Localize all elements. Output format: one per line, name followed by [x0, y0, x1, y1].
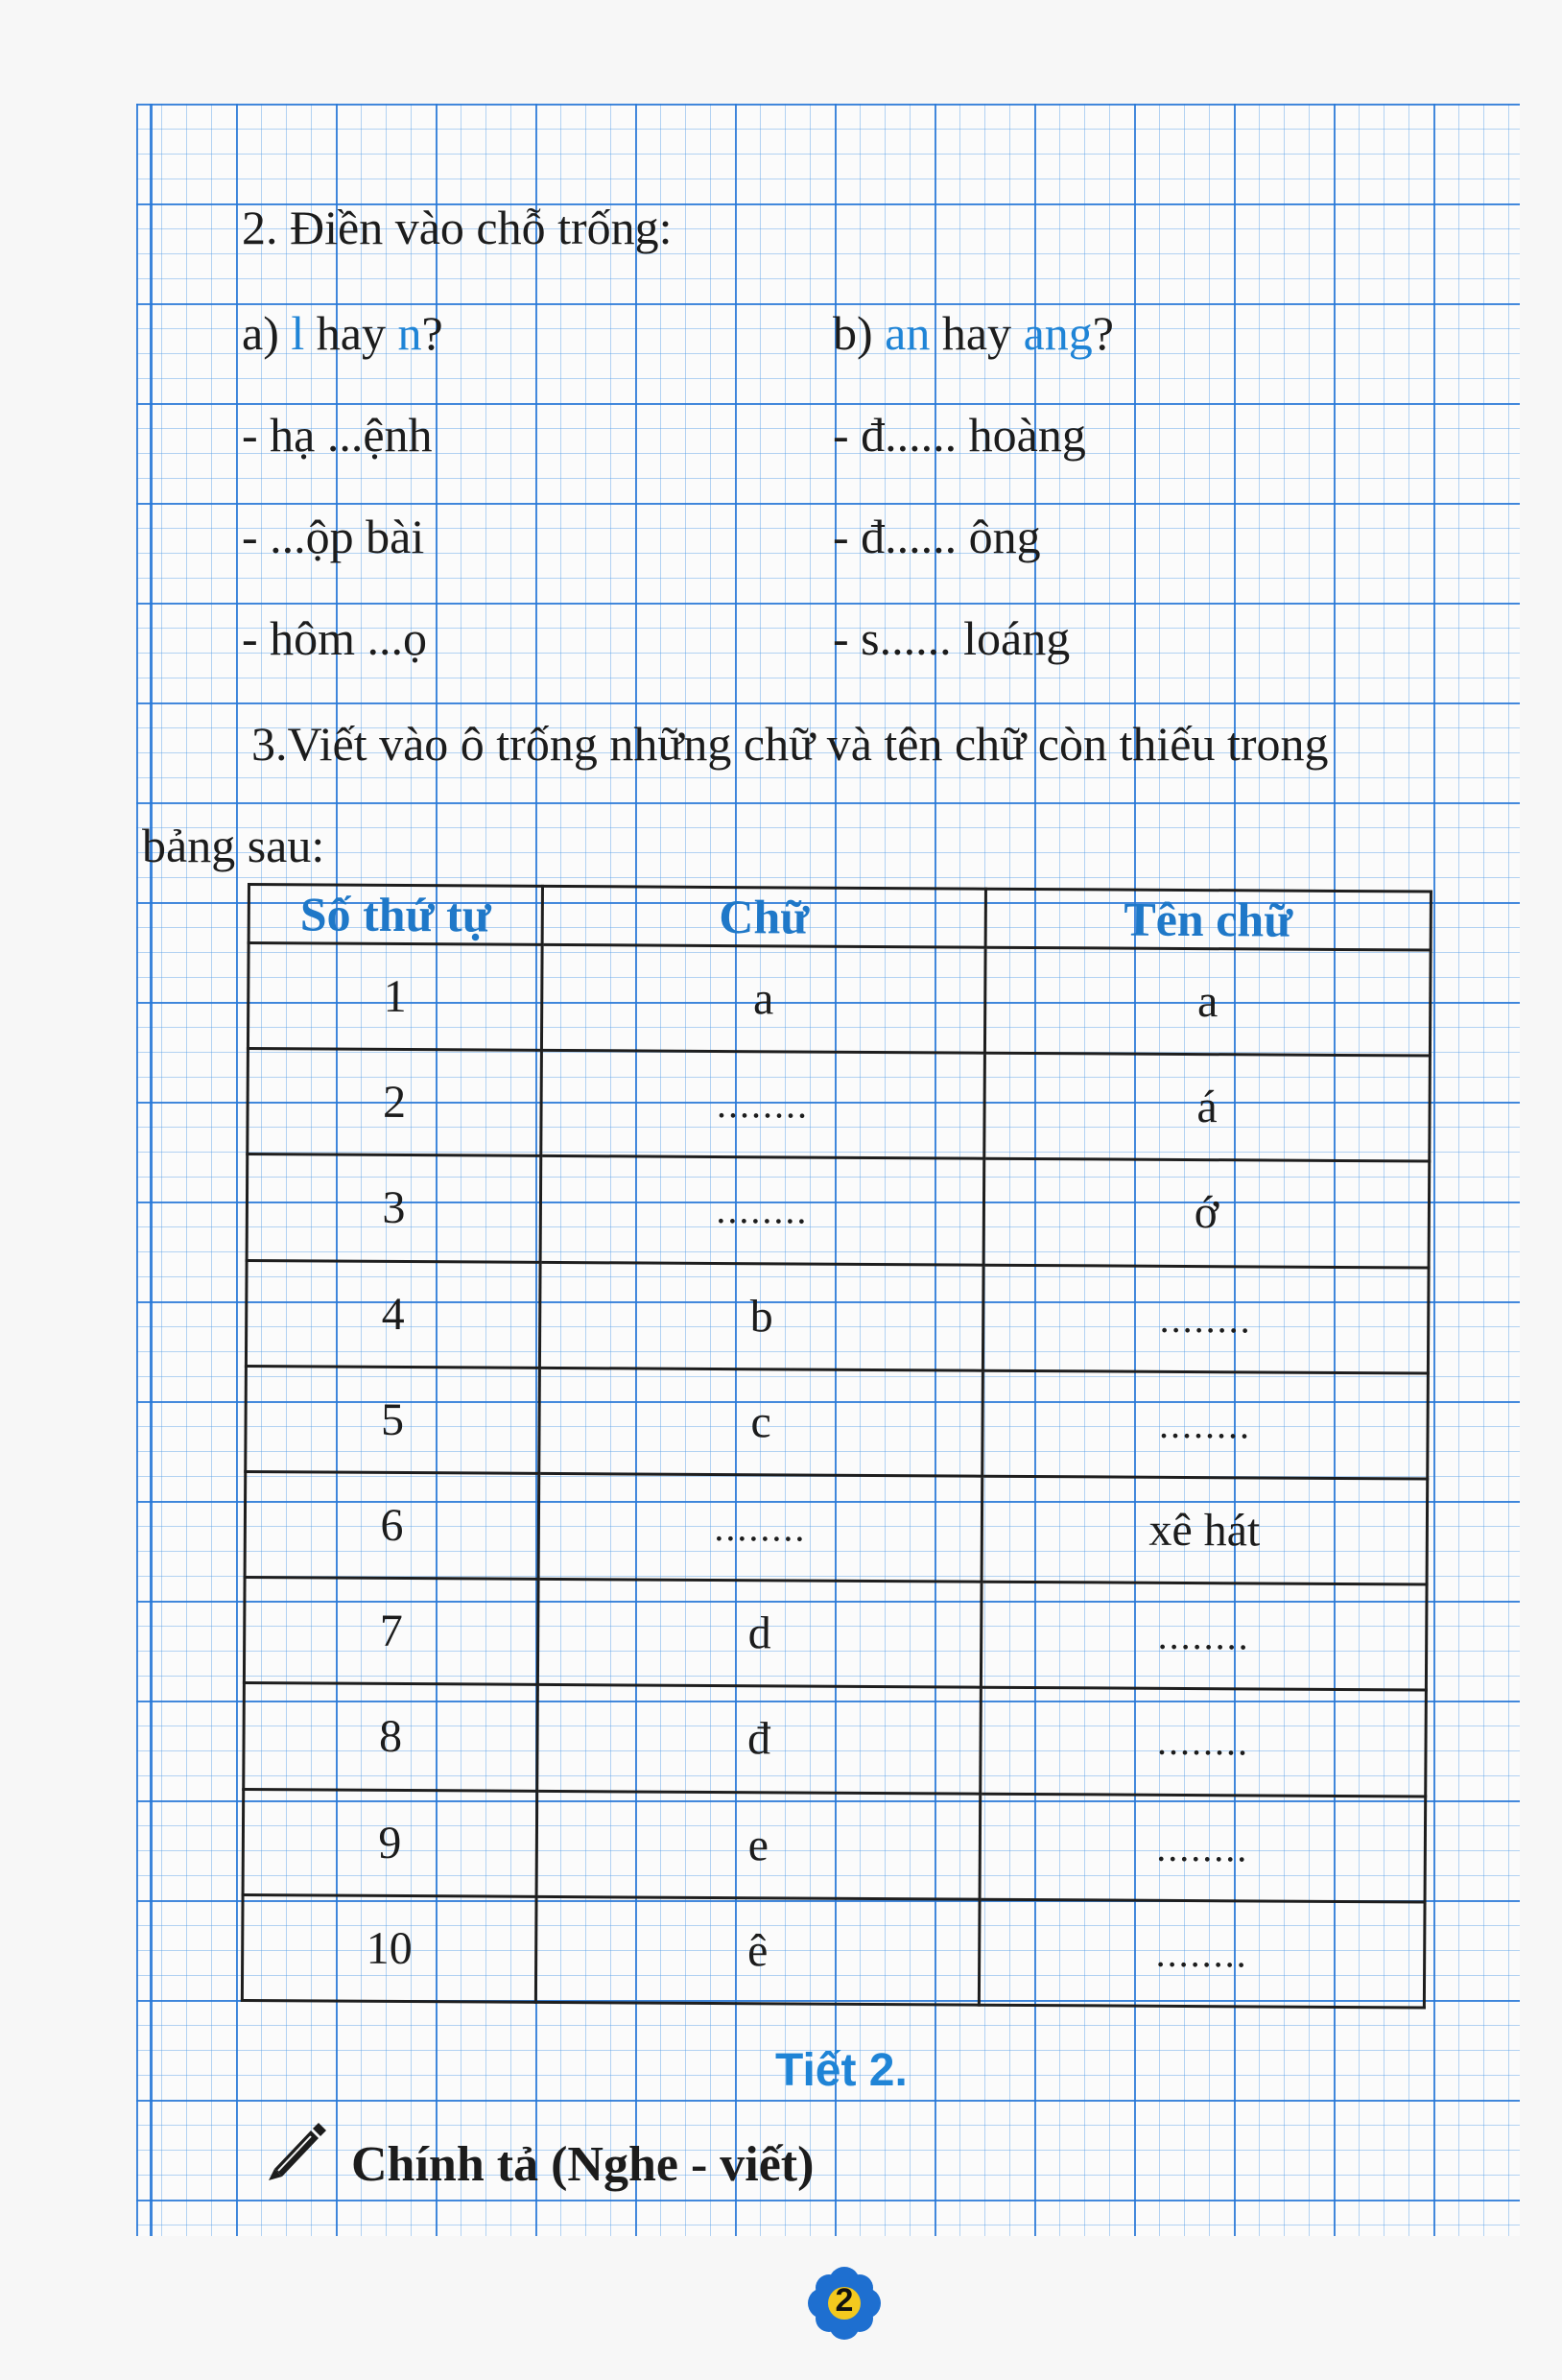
letter-cell: e [536, 1791, 981, 1899]
letter-name-blank-cell[interactable]: ........ [981, 1582, 1427, 1690]
letter-cell: d [537, 1579, 982, 1687]
letter-name-cell: ớ [983, 1159, 1430, 1268]
table-header-row [248, 885, 1431, 951]
table-row [248, 1049, 1431, 1162]
letter-cell: b [539, 1262, 983, 1370]
part-b-option-2: ang [1023, 306, 1093, 360]
header-letter-name: Tên chữ [985, 889, 1431, 950]
order-cell: 3 [247, 1154, 541, 1262]
letter-name-blank-cell[interactable]: ........ [981, 1687, 1427, 1796]
header-order: Số thứ tự [248, 885, 542, 945]
part-b-option-1: an [885, 306, 931, 360]
letter-name-blank-cell[interactable]: ........ [982, 1370, 1429, 1479]
order-cell: 2 [248, 1049, 542, 1156]
letter-name-cell: a [984, 947, 1431, 1056]
letter-cell: đ [537, 1685, 982, 1794]
exercise-2-title: 2. Điền vào chỗ trống: [242, 201, 673, 254]
letter-blank-cell[interactable]: ........ [538, 1473, 982, 1582]
part-b-item: - đ...... ông [833, 510, 1041, 563]
order-cell: 4 [246, 1260, 540, 1368]
part-b-heading [833, 306, 1114, 360]
letter-name-blank-cell[interactable]: ........ [979, 1899, 1425, 2008]
letter-cell: c [539, 1368, 983, 1476]
table-row [248, 943, 1431, 1057]
part-b-mid: hay [930, 306, 1024, 360]
table-row [243, 1789, 1426, 1902]
order-cell: 9 [243, 1789, 537, 1896]
order-cell: 8 [244, 1683, 538, 1791]
part-a-item: - hạ ...ệnh [242, 408, 433, 462]
order-cell: 6 [245, 1471, 539, 1579]
part-a-item: - ...ộp bài [242, 510, 425, 563]
table-row [242, 1894, 1425, 2008]
order-cell: 10 [242, 1894, 536, 2002]
header-letter: Chữ [542, 886, 985, 947]
part-b-item: - đ...... hoàng [833, 408, 1086, 462]
table-row [247, 1154, 1430, 1268]
table-row [246, 1260, 1429, 1373]
table-row [244, 1683, 1427, 1797]
exercise-3-instruction-cont: bảng sau: [142, 819, 325, 872]
letter-blank-cell[interactable]: ........ [541, 1051, 985, 1159]
part-a-option-2: n [397, 306, 422, 360]
table-row [245, 1471, 1428, 1584]
part-a-item: - hôm ...ọ [242, 611, 428, 665]
margin-line [150, 104, 153, 2236]
part-a-option-1: l [291, 306, 305, 360]
part-a-prefix: a) [242, 306, 292, 360]
part-b-item: - s...... loáng [833, 611, 1071, 665]
letter-cell: ê [535, 1896, 980, 2005]
letter-name-cell: xê hát [982, 1476, 1428, 1584]
pencil-icon [261, 2111, 334, 2184]
order-cell: 7 [244, 1578, 538, 1685]
letters-table [241, 883, 1432, 2010]
page-number: 2 [835, 2282, 854, 2319]
part-a-mid: hay [304, 306, 398, 360]
letter-blank-cell[interactable]: ........ [540, 1156, 984, 1265]
letter-name-cell: á [984, 1053, 1431, 1161]
exercise-3-instruction: 3.Viết vào ô trống những chữ và tên chữ còn thiếu trong [251, 717, 1329, 771]
part-b-prefix: b) [833, 306, 886, 360]
letter-name-blank-cell[interactable]: ........ [982, 1265, 1429, 1373]
letter-name-blank-cell[interactable]: ........ [980, 1794, 1426, 1902]
letter-cell: a [541, 944, 985, 1053]
dictation-title: Chính tả (Nghe - viết) [351, 2137, 815, 2192]
part-a-suffix: ? [421, 306, 443, 360]
order-cell: 5 [246, 1366, 540, 1473]
part-a-heading [242, 306, 443, 360]
table-row [244, 1578, 1427, 1691]
lesson-part-heading: Tiết 2. [775, 2045, 908, 2096]
table-row [246, 1366, 1429, 1479]
part-b-suffix: ? [1092, 306, 1114, 360]
order-cell: 1 [248, 943, 542, 1051]
